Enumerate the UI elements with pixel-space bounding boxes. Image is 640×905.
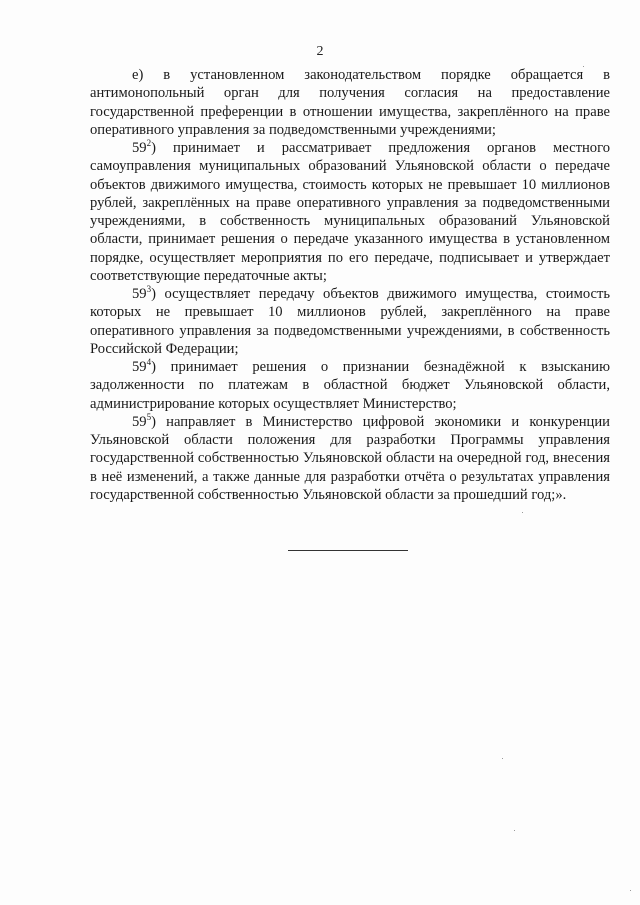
scan-speck xyxy=(502,758,503,759)
end-separator-line xyxy=(288,550,408,551)
paragraph-59-2 xyxy=(90,139,610,285)
item-bracket: ) xyxy=(151,413,156,430)
scan-speck xyxy=(522,512,523,513)
item-number: 59 xyxy=(132,413,147,430)
scan-speck xyxy=(583,66,584,67)
item-number: 59 xyxy=(132,140,147,156)
item-bracket: ) xyxy=(151,359,156,375)
paragraph-59-4 xyxy=(90,358,610,413)
paragraph-59-3 xyxy=(90,285,610,358)
item-number: 59 xyxy=(132,359,147,375)
item-superscript: 4 xyxy=(146,357,152,368)
paragraph-text: принимает решения о признании безнадёжной к взысканию задолженности по платежам в областной бюджет Ульяновской области, администрирование которых осуществляет Министерство; xyxy=(90,359,610,412)
paragraph-e xyxy=(90,66,610,139)
paragraph-text: е) в установленном законодательством порядке обращается в антимонопольный орган для получения согласия на предоставление государственной преференции в отношении имущества, закреплённого на праве оперативного управления за подведомственными учреждениями; xyxy=(90,67,610,138)
page-number: 2 xyxy=(316,44,324,59)
scan-speck xyxy=(630,890,631,891)
item-bracket: ) xyxy=(151,140,156,156)
item-bracket: ) xyxy=(151,286,156,302)
item-number: 59 xyxy=(132,286,147,302)
paragraph-text: осуществляет передачу объектов движимого имущества, стоимость которых не превышает 10 миллионов рублей, закреплённого на праве оперативного управления за подведомственными учреждениями, в собственность Российской Федерации; xyxy=(90,286,610,357)
scan-speck xyxy=(514,830,515,831)
item-superscript: 5 xyxy=(146,411,152,422)
paragraph-59-5 xyxy=(90,413,610,504)
paragraph-text: направляет в Министерство цифровой экономики и конкуренции Ульяновской области положения для разработки Программы управления государственной собственностью Ульяновской области на очередной год, внесения в неё изменений, а также данные для разработки отчёта о результатах управления государственной собственностью Ульяновской области за прошедший год;». xyxy=(90,413,610,503)
item-superscript: 3 xyxy=(146,284,152,295)
paragraph-text: принимает и рассматривает предложения органов местного самоуправления муниципальных образований Ульяновской области о передаче объектов движимого имущества, стоимость которых не превышает 10 миллионов рублей, закреплённых на праве оперативного управления за подведомственными учреждениями, в собственность муниципальных образований Ульяновской области, принимает решения о передаче указанного имущества в установленном порядке, осуществляет мероприятия по его передаче, подписывает и утверждает соответствующие передаточные акты; xyxy=(90,140,610,284)
document-body xyxy=(90,66,610,504)
item-superscript: 2 xyxy=(146,138,152,149)
